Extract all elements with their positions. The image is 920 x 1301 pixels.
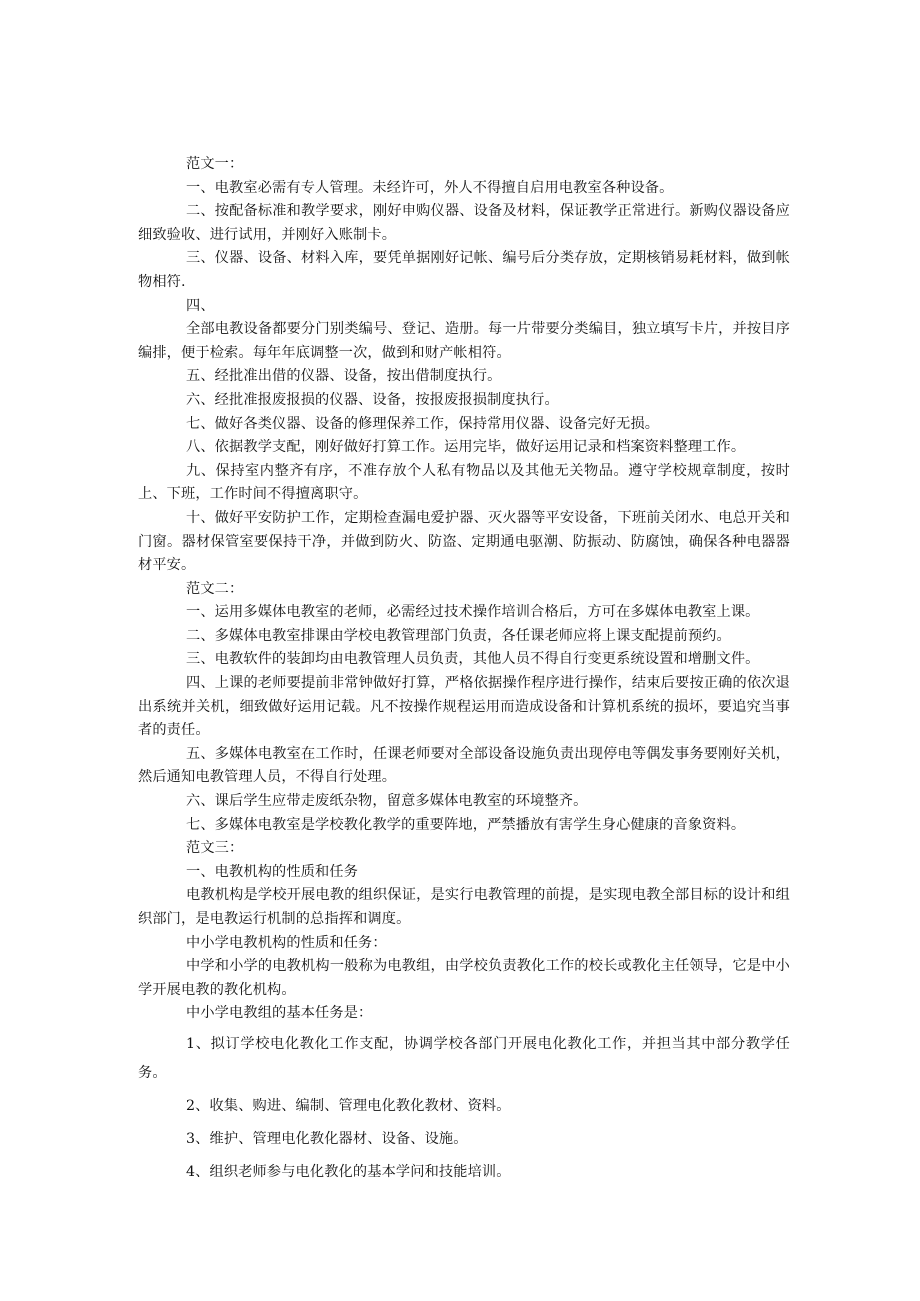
paragraph: 七、多媒体电教室是学校教化教学的重要阵地，严禁播放有害学生身心健康的音象资料。 bbox=[186, 816, 746, 833]
section-heading: 范文一： bbox=[186, 156, 244, 172]
paragraph: 三、电教软件的装卸均由电教管理人员负责，其他人员不得自行变更系统设置和增删文件。 bbox=[186, 651, 760, 668]
paragraph: 中小学电教组的基本任务是： bbox=[186, 1005, 373, 1022]
section-heading: 范文三： bbox=[186, 840, 244, 857]
section-heading: 范文二： bbox=[186, 580, 244, 597]
paragraph: 四、 bbox=[186, 297, 215, 314]
document-body bbox=[138, 153, 790, 1187]
paragraph: 五、多媒体电教室在工作时，任课老师要对全部设备设施负责出现停电等偶发事务要刚好关机，然后通知电教管理人员，不得自行处理。 bbox=[138, 745, 790, 786]
paragraph: 一、电教室必需有专人管理。未经许可，外人不得擅自启用电教室各种设备。 bbox=[186, 179, 674, 196]
paragraph: 电教机构是学校开展电教的组织保证，是实行电教管理的前提，是实现电教全部目标的设计和组织部门，是电教运行机制的总指挥和调度。 bbox=[138, 887, 790, 927]
paragraph: 一、电教机构的性质和任务 bbox=[186, 863, 359, 880]
paragraph: 中学和小学的电教机构一般称为电教组，由学校负责教化工作的校长或教化主任领导，它是中小学开展电教的教化机构。 bbox=[138, 958, 790, 998]
paragraph: 全部电教设备都要分门别类编号、登记、造册。每一片带要分类编目，独立填写卡片，并按目序编排，便于检索。每年年底调整一次，做到和财产帐相符。 bbox=[138, 321, 790, 361]
paragraph: 四、上课的老师要提前非常钟做好打算，严格依据操作程序进行操作，结束后要按正确的依次退出系统并关机，细致做好运用记载。凡不按操作规程运用而造成设备和计算机系统的损坏，要追究当事者的责任。 bbox=[138, 675, 790, 739]
paragraph: 二、按配备标准和教学要求，刚好申购仪器、设备及材料，保证教学正常进行。新购仪器设备应细致验收、进行试用，并刚好入账制卡。 bbox=[138, 203, 790, 243]
paragraph: 六、经批准报废报损的仪器、设备，按报废报损制度执行。 bbox=[186, 391, 559, 408]
paragraph: 中小学电教机构的性质和任务： bbox=[186, 934, 387, 951]
paragraph: 2、收集、购进、编制、管理电化教化教材、资料。 bbox=[186, 1097, 511, 1114]
paragraph: 一、运用多媒体电教室的老师，必需经过技术操作培训合格后，方可在多媒体电教室上课。 bbox=[186, 604, 760, 621]
paragraph: 五、经批准出借的仪器、设备，按出借制度执行。 bbox=[186, 368, 502, 385]
paragraph: 八、依据教学支配，刚好做好打算工作。运用完毕，做好运用记录和档案资料整理工作。 bbox=[186, 439, 746, 456]
paragraph: 九、保持室内整齐有序，不准存放个人私有物品以及其他无关物品。遵守学校规章制度，按时上、下班，工作时间不得擅离职守。 bbox=[138, 462, 790, 503]
paragraph: 六、课后学生应带走废纸杂物，留意多媒体电教室的环境整齐。 bbox=[186, 793, 588, 810]
paragraph: 七、做好各类仪器、设备的修理保养工作，保持常用仪器、设备完好无损。 bbox=[186, 415, 660, 432]
paragraph: 1、拟订学校电化教化工作支配，协调学校各部门开展电化教化工作，并担当其中部分教学任务。 bbox=[138, 1035, 790, 1081]
paragraph: 三、仪器、设备、材料入库，要凭单据刚好记帐、编号后分类存放，定期核销易耗材料，做到帐物相符. bbox=[138, 250, 790, 290]
paragraph: 4、组织老师参与电化教化的基本学问和技能培训。 bbox=[186, 1163, 511, 1180]
paragraph: 十、做好平安防护工作，定期检查漏电爱护器、灭火器等平安设备，下班前关闭水、电总开关和门窗。器材保管室要保持干净，并做到防火、防盗、定期通电驱潮、防振动、防腐蚀，确保各种电器器材平安。 bbox=[138, 509, 790, 574]
paragraph: 3、维护、管理电化教化器材、设备、设施。 bbox=[186, 1130, 468, 1147]
paragraph: 二、多媒体电教室排课由学校电教管理部门负责，各任课老师应将上课支配提前预约。 bbox=[186, 627, 731, 644]
